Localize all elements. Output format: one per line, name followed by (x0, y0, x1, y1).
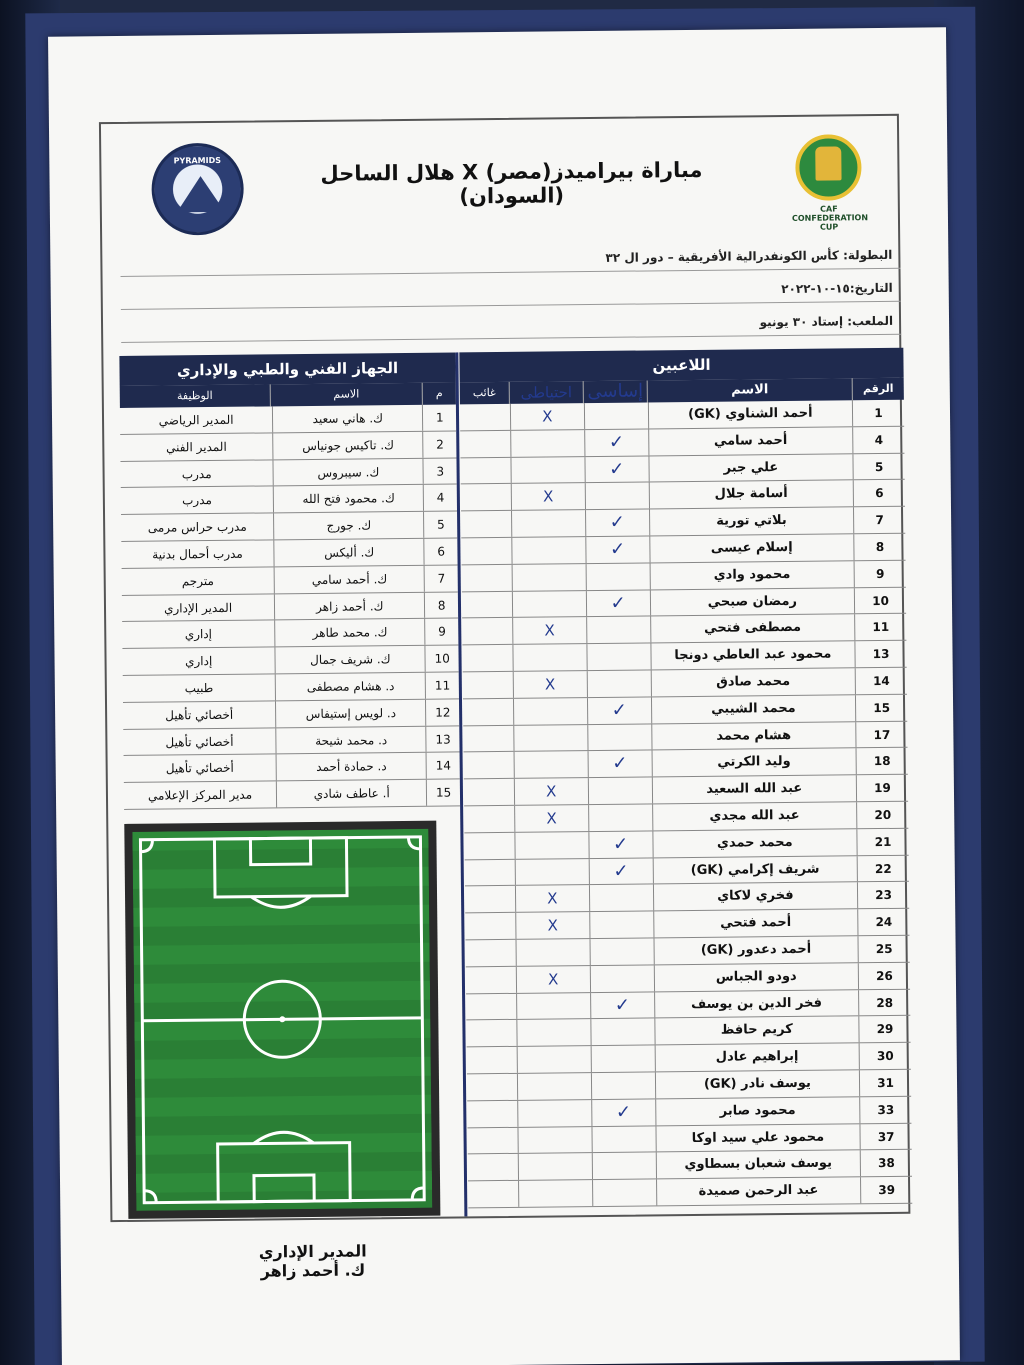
staff-row (122, 619, 458, 649)
sub-mark (510, 430, 584, 457)
player-number: 6 (853, 480, 905, 506)
pyramid-shape-icon (176, 176, 224, 213)
sub-mark: X (515, 912, 589, 939)
sub-mark (516, 993, 590, 1020)
sub-mark: X (511, 483, 585, 510)
starter-mark (590, 1046, 654, 1072)
absent-cell (467, 1047, 517, 1073)
player-number: 5 (853, 453, 905, 479)
staff-name: ك. جورج (273, 512, 423, 539)
player-number: 11 (854, 614, 906, 640)
sheet-header (101, 116, 902, 234)
players-section-title: اللاعبين (459, 348, 903, 383)
absent-cell (462, 618, 512, 644)
staff-index: 12 (425, 699, 459, 725)
sub-mark (513, 725, 587, 752)
sub-mark (511, 510, 585, 537)
match-info (120, 236, 901, 344)
sub-mark (512, 591, 586, 618)
staff-row (120, 458, 456, 488)
staff-name: ك. هاني سعيد (272, 405, 422, 432)
absent-cell (461, 484, 511, 510)
staff-row (121, 485, 457, 515)
player-name: محمد الشيبي (651, 695, 856, 723)
player-number: 19 (856, 775, 908, 801)
staff-role: مدرب أحمال بدنية (152, 546, 243, 562)
player-number: 14 (855, 668, 907, 694)
tournament-row: البطولة: كأس الكونفدرالية الأفريقية – دور ال ٣٢ (120, 236, 900, 277)
player-number: 39 (860, 1177, 912, 1203)
staff-role: أخصائي تأهيل (165, 734, 234, 750)
staff-index: 9 (425, 619, 459, 645)
absent-cell (467, 1127, 517, 1153)
staff-name: ك. شريف جمال (275, 646, 425, 673)
starter-mark (590, 965, 654, 991)
starter-mark: ✓ (586, 590, 650, 616)
staff-index: 13 (426, 726, 460, 752)
player-name: دودو الجباس (653, 963, 858, 991)
player-name: محمود علي سيد اوكا (655, 1124, 860, 1152)
staff-role: مدرب (181, 493, 212, 508)
player-number: 1 (852, 400, 904, 426)
starter-mark (586, 670, 650, 696)
staff-index: 6 (424, 538, 458, 564)
player-name: محمود صابر (655, 1097, 860, 1125)
starter-mark (586, 644, 650, 670)
starter-mark (589, 938, 653, 964)
absent-cell (468, 1154, 518, 1180)
sub-mark (511, 537, 585, 564)
starter-mark (588, 778, 652, 804)
staff-row (122, 592, 458, 622)
sub-mark: X (510, 403, 584, 430)
player-name: محمد صادق (650, 668, 855, 696)
absent-cell (466, 967, 516, 993)
header-num: الرقم (852, 378, 904, 401)
player-number: 10 (854, 587, 906, 613)
player-name: إسلام عيسى (649, 534, 854, 562)
staff-name: أ. عاطف شادي (276, 780, 426, 807)
staff-index: 1 (422, 404, 456, 430)
player-name: علي جبر (648, 454, 853, 482)
absent-cell (461, 538, 511, 564)
sub-mark (516, 1019, 590, 1046)
players-table (460, 400, 912, 1209)
starter-mark (589, 912, 653, 938)
team-sheet-paper (48, 27, 960, 1365)
header-staff-name: الاسم (270, 383, 422, 407)
staff-name: ك. أليكس (273, 539, 423, 566)
starter-mark: ✓ (590, 992, 654, 1018)
staff-role: إداري (184, 627, 213, 642)
player-name: عبد الرحمن صميدة (656, 1177, 861, 1205)
player-name: كريم حافظ (654, 1017, 859, 1045)
player-name: أحمد الشناوي (GK) (647, 400, 852, 428)
staff-row (121, 512, 457, 542)
staff-role: المدير الفني (165, 439, 227, 455)
player-number: 15 (855, 695, 907, 721)
player-number: 30 (859, 1043, 911, 1069)
player-number: 33 (859, 1096, 911, 1122)
pyramids-logo-icon (151, 143, 244, 236)
sub-mark (512, 644, 586, 671)
player-number: 23 (857, 882, 909, 908)
absent-cell (463, 699, 513, 725)
staff-name: د. حمادة أحمد (276, 753, 426, 780)
staff-role: مترجم (181, 573, 214, 589)
player-name: أسامة جلال (648, 481, 853, 509)
player-number: 37 (860, 1123, 912, 1149)
sub-mark: X (512, 617, 586, 644)
player-number: 29 (858, 1016, 910, 1042)
staff-section-title: الجهاز الفني والطبي والإداري (119, 352, 455, 386)
absent-cell (464, 752, 514, 778)
staff-role: المدير الرياضي (158, 412, 234, 428)
header-role: الوظيفة (176, 388, 213, 403)
sub-mark (513, 698, 587, 725)
staff-role: طبيب (184, 680, 214, 696)
absent-cell (463, 725, 513, 751)
staff-table (120, 404, 460, 809)
player-name: يوسف شعبان بسطاوي (655, 1151, 860, 1179)
player-number: 20 (856, 802, 908, 828)
caf-logo-icon (791, 134, 869, 232)
absent-cell (464, 806, 514, 832)
starter-mark: ✓ (587, 751, 651, 777)
sub-mark (517, 1100, 591, 1127)
pyramids-logo-text: PYRAMIDS (173, 155, 222, 166)
absent-cell (465, 886, 515, 912)
trophy-icon (815, 146, 841, 180)
player-name: مصطفى فتحي (650, 615, 855, 643)
staff-role: أخصائي تأهيل (165, 707, 234, 723)
staff-index: 2 (423, 431, 457, 457)
staff-name: د. لويس إستيفاس (275, 700, 425, 727)
absent-cell (466, 993, 516, 1019)
starter-mark: ✓ (591, 1099, 655, 1125)
absent-cell (460, 404, 510, 430)
sub-mark (517, 1127, 591, 1154)
staff-row (120, 404, 456, 434)
signature-block (243, 1241, 383, 1280)
absent-cell (468, 1181, 518, 1207)
absent-cell (466, 1020, 516, 1046)
player-number: 8 (853, 534, 905, 560)
player-name: هشام محمد (651, 722, 856, 750)
starter-mark (592, 1180, 656, 1206)
absent-cell (464, 779, 514, 805)
staff-name: د. محمد شيحة (275, 726, 425, 753)
starter-mark (584, 483, 648, 509)
player-row (468, 1177, 912, 1208)
sub-mark (518, 1153, 592, 1180)
starter-mark (591, 1126, 655, 1152)
staff-index: 5 (423, 512, 457, 538)
staff-name: ك. أحمد زاهر (274, 592, 424, 619)
staff-name: ك. سيبروس (273, 458, 423, 485)
header-sub: احتياطى (509, 381, 583, 404)
starter-mark: ✓ (588, 858, 652, 884)
sub-mark (511, 564, 585, 591)
player-number: 21 (856, 828, 908, 854)
match-title: مباراة بيراميدز(مصر) X هلال الساحل (السودان) (320, 157, 703, 209)
player-number: 7 (853, 507, 905, 533)
starter-mark: ✓ (585, 536, 649, 562)
player-name: رمضان صبحي (649, 588, 854, 616)
starter-mark (585, 563, 649, 589)
pitch-drawing (132, 829, 432, 1211)
staff-row (122, 565, 458, 595)
player-number: 25 (858, 936, 910, 962)
stadium-row: الملعب: إستاد ٣٠ يونيو (121, 302, 901, 343)
staff-index: 11 (425, 672, 459, 698)
staff-role: مدرب حراس مرمى (147, 519, 247, 535)
staff-name: ك. أحمد سامي (274, 566, 424, 593)
staff-index: 10 (425, 646, 459, 672)
staff-name: ك. محمد طاهر (274, 619, 424, 646)
absent-cell (460, 431, 510, 457)
starter-mark: ✓ (585, 510, 649, 536)
starter-mark (588, 804, 652, 830)
absent-cell (463, 672, 513, 698)
player-number: 28 (858, 989, 910, 1015)
team-sheet (99, 114, 910, 1281)
sub-mark (517, 1046, 591, 1073)
staff-row (121, 538, 457, 568)
staff-role: مدرب (181, 466, 212, 481)
player-number: 4 (852, 427, 904, 453)
player-number: 22 (857, 855, 909, 881)
header-absent: غائب (472, 386, 496, 400)
absent-cell (466, 940, 516, 966)
sub-mark: X (514, 778, 588, 805)
absent-cell (462, 591, 512, 617)
staff-name: ك. تاكيس جونياس (272, 432, 422, 459)
date-row: التاريخ:١٥-١٠-٢٠٢٢ (121, 269, 901, 310)
sub-mark: X (515, 885, 589, 912)
staff-index: 15 (426, 780, 460, 806)
sub-mark: X (516, 966, 590, 993)
absent-cell (465, 913, 515, 939)
absent-cell (460, 457, 510, 483)
staff-row (124, 780, 460, 810)
player-name: عبد الله السعيد (651, 775, 856, 803)
player-name: شريف إكرامي (GK) (652, 856, 857, 884)
starter-mark (584, 402, 648, 428)
absent-cell (465, 859, 515, 885)
player-name: محمود وادي (649, 561, 854, 589)
player-number: 9 (854, 561, 906, 587)
staff-role: أخصائي تأهيل (165, 761, 234, 776)
staff-index: 4 (423, 485, 457, 511)
signature-name: ك. أحمد زاهر (260, 1260, 366, 1281)
staff-index: 3 (423, 458, 457, 484)
absent-cell (467, 1074, 517, 1100)
player-number: 24 (857, 909, 909, 935)
starter-mark (586, 617, 650, 643)
player-name: أحمد دعدور (GK) (653, 936, 858, 964)
player-name: بلاتي تورية (649, 507, 854, 535)
player-name: محمد حمدي (652, 829, 857, 857)
player-number: 38 (860, 1150, 912, 1176)
sub-mark (514, 832, 588, 859)
starter-mark (591, 1072, 655, 1098)
player-name: يوسف نادر (GK) (654, 1070, 859, 1098)
player-number: 26 (858, 962, 910, 988)
caf-logo-text: CAF CONFEDERATION CUP (791, 204, 869, 232)
staff-row (123, 726, 459, 756)
absent-cell (461, 511, 511, 537)
sub-mark (515, 939, 589, 966)
signature-role: المدير الإداري (258, 1241, 367, 1262)
starter-mark: ✓ (588, 831, 652, 857)
starter-mark (591, 1153, 655, 1179)
player-name: عبد الله مجدي (652, 802, 857, 830)
absent-cell (464, 833, 514, 859)
starter-mark: ✓ (584, 429, 648, 455)
sub-mark (517, 1073, 591, 1100)
player-number: 31 (859, 1070, 911, 1096)
staff-index: 8 (424, 592, 458, 618)
player-number: 17 (855, 721, 907, 747)
absent-cell (467, 1101, 517, 1127)
player-name: أحمد فتحي (653, 909, 858, 937)
header-starter: إساسى (583, 380, 647, 403)
sub-mark (513, 751, 587, 778)
football-pitch (124, 821, 440, 1219)
player-name: إبراهيم عادل (654, 1043, 859, 1071)
starter-mark: ✓ (584, 456, 648, 482)
staff-role: المدير الإداري (164, 600, 233, 616)
sub-mark: X (514, 805, 588, 832)
sub-mark: X (513, 671, 587, 698)
staff-role: إداري (184, 654, 213, 669)
player-name: فخري لاكاي (653, 883, 858, 911)
player-name: أحمد سامي (648, 427, 853, 455)
absent-cell (462, 645, 512, 671)
staff-index: 14 (426, 753, 460, 779)
sub-mark (518, 1180, 592, 1207)
staff-role: مدير المركز الإعلامي (147, 787, 253, 803)
staff-index: 7 (424, 565, 458, 591)
header-name: الاسم (647, 378, 852, 402)
staff-row (123, 699, 459, 729)
staff-row (123, 672, 459, 702)
player-name: محمود عبد العاطي دونجا (650, 641, 855, 669)
header-m: م (422, 382, 456, 404)
absent-cell (462, 565, 512, 591)
starter-mark (587, 724, 651, 750)
starter-mark (590, 1019, 654, 1045)
starter-mark (589, 885, 653, 911)
player-number: 13 (855, 641, 907, 667)
staff-row (124, 753, 460, 783)
staff-name: ك. محمود فتح الله (273, 485, 423, 512)
player-name: وليد الكرتي (651, 749, 856, 777)
player-name: فخر الدين بن يوسف (654, 990, 859, 1018)
sub-mark (510, 457, 584, 484)
staff-name: د. هشام مصطفى (275, 673, 425, 700)
player-number: 18 (856, 748, 908, 774)
staff-row (120, 431, 456, 461)
starter-mark: ✓ (587, 697, 651, 723)
sub-mark (515, 859, 589, 886)
staff-row (122, 646, 458, 676)
